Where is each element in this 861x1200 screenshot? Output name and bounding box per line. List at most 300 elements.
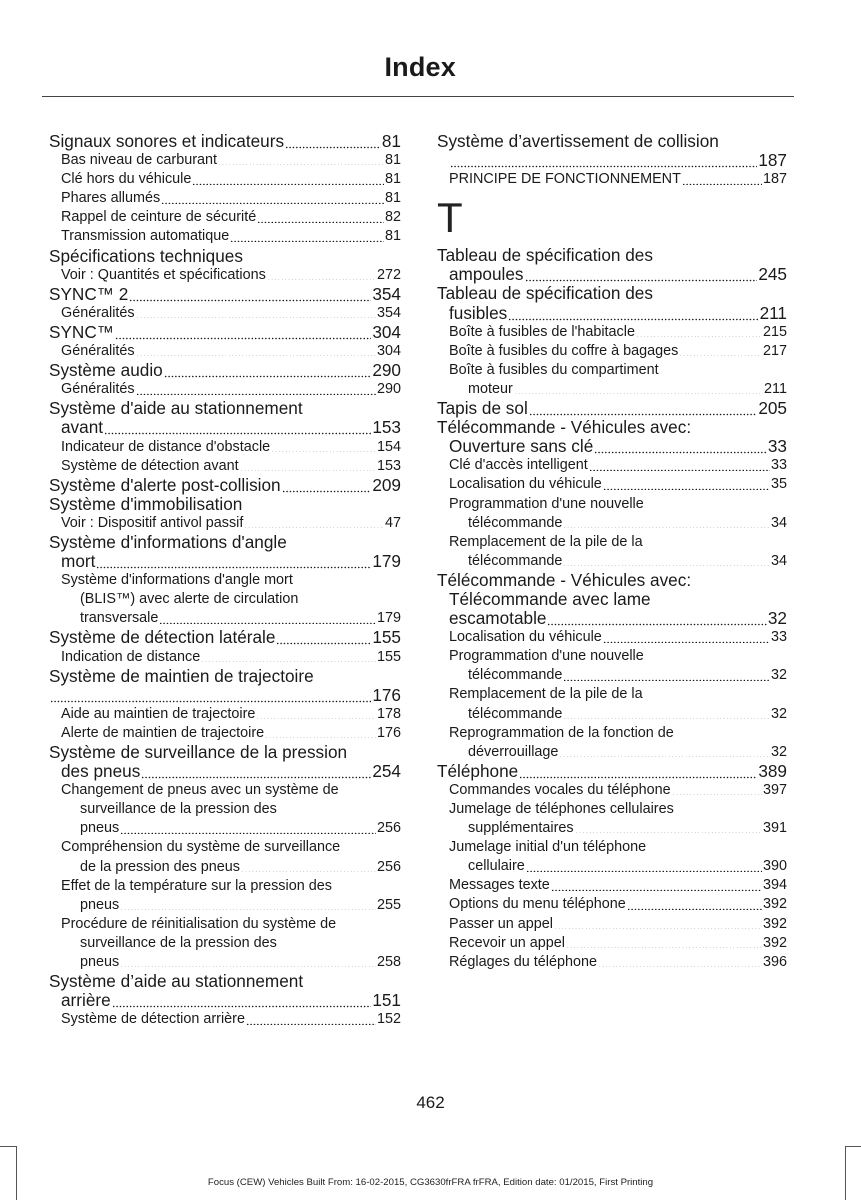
index-subentry [437,170,787,189]
dot-leader [192,170,384,184]
index-entry [49,533,401,552]
index-subentry [437,475,787,494]
index-subentry [437,781,787,800]
entry-text: Rappel de ceinture de sécurité [61,209,257,226]
index-column-right [437,132,787,972]
dot-leader [115,323,371,340]
entry-text: télécommande [468,514,563,531]
entry-page-number: 256 [376,820,401,837]
entry-text: Voir : Quantités et spécifications [61,266,266,283]
entry-page-number: 254 [372,761,401,782]
entry-page-number: 290 [376,381,401,398]
crop-mark [845,1146,861,1147]
index-entry [437,437,787,456]
entry-page-number: 209 [372,474,401,495]
entry-text: télécommande [468,705,563,722]
entry-page-number: 153 [372,417,401,438]
entry-text: supplémentaires [468,820,574,837]
index-subentry [437,342,787,361]
index-subentry [49,208,401,227]
entry-page-number: 255 [376,896,401,913]
dot-leader [285,132,381,149]
index-subentry [49,609,401,628]
section-letter: T [437,194,463,242]
dot-leader [603,475,770,489]
index-entry [49,247,401,266]
index-entry [49,476,401,495]
entry-text: Transmission automatique [61,228,230,245]
index-subentry [49,781,401,800]
crop-mark [16,1146,17,1200]
crop-mark [0,1146,16,1147]
entry-text: Système audio [49,360,163,381]
index-subentry [437,456,787,475]
index-subentry [49,380,401,399]
entry-page-number: 354 [372,283,401,304]
dot-leader [508,304,758,321]
entry-text: SYNC™ [49,321,114,342]
entry-page-number: 256 [376,858,401,875]
entry-text: SYNC™ 2 [49,283,129,304]
index-subentry [49,304,401,323]
entry-text: avant [61,417,104,438]
index-subentry [437,915,787,934]
dot-leader [525,265,758,282]
entry-text: Signaux sonores et indicateurs [49,131,285,151]
entry-text: Commandes vocales du téléphone [449,781,671,798]
entry-text: Spécifications techniques [49,245,243,266]
index-subentry [49,189,401,208]
dot-leader [603,628,770,642]
entry-page-number: 179 [372,551,401,572]
index-entry [437,132,787,151]
entry-page-number: 392 [762,934,787,951]
index-entry [49,628,401,647]
index-subentry [49,1010,401,1029]
entry-page-number: 272 [376,266,401,283]
dot-leader [559,743,770,757]
index-entry [437,590,787,609]
entry-page-number: 389 [758,760,787,781]
entry-text: Télécommande avec lame [449,588,651,609]
footer-text: Focus (CEW) Vehicles Built From: 16-02-2015, CG3630frFRA frFRA, Edition date: 01/2015, First Printing [207,1177,654,1188]
entry-text: Changement de pneus avec un système de [61,782,339,799]
index-subentry [49,877,401,896]
index-subentry [437,514,787,533]
entry-page-number: 392 [762,915,787,932]
dot-leader [267,266,376,280]
entry-text: déverrouillage [468,743,559,760]
index-entry [49,323,401,342]
dot-leader [257,208,384,222]
entry-text: Système de maintien de trajectoire [49,665,314,686]
entry-page-number: 33 [770,457,787,474]
index-entry [49,361,401,380]
entry-text: Système d’aide au stationnement [49,971,304,992]
entry-text: Boîte à fusibles du compartiment [449,361,659,378]
entry-text: Système d'immobilisation [49,493,243,514]
index-subentry [49,457,401,476]
entry-page-number: 151 [372,990,401,1011]
dot-leader [563,552,770,566]
entry-page-number: 34 [770,514,787,531]
dot-leader [526,857,762,871]
entry-text: Télécommande - Véhicules avec: [437,417,692,438]
index-subentry [49,590,401,609]
entry-page-number: 33 [770,629,787,646]
index-subentry [437,323,787,342]
index-entry [49,132,401,151]
entry-page-number: 47 [384,514,401,531]
entry-text: Phares allumés [61,190,161,207]
index-subentry [49,705,401,724]
entry-text: Programmation d'une nouvelle [449,495,644,512]
index-subentry [437,819,787,838]
entry-page-number: 32 [770,743,787,760]
entry-text: Localisation du véhicule [449,629,602,646]
index-subentry [437,380,787,399]
index-entry [49,686,401,705]
entry-page-number: 33 [767,436,787,457]
index-entry [437,609,787,628]
index-subentry [49,571,401,590]
entry-page-number: 211 [759,302,787,323]
entry-text: Remplacement de la pile de la [449,533,643,550]
dot-leader [136,342,376,356]
index-subentry [49,170,401,189]
entry-text: surveillance de la pression des [80,801,277,818]
entry-page-number: 290 [372,360,401,381]
page-title: Index [384,52,456,82]
dot-leader [265,724,376,738]
index-subentry [437,666,787,685]
entry-text: arrière [61,990,111,1011]
dot-leader [50,686,371,703]
index-subentry [437,895,787,914]
dot-leader [519,762,757,779]
index-subentry [49,438,401,457]
entry-page-number: 35 [770,476,787,493]
entry-page-number: 34 [770,552,787,569]
entry-text: Effet de la température sur la pression des [61,877,332,894]
dot-leader [159,609,376,623]
entry-text: Boîte à fusibles de l'habitacle [449,323,635,340]
entry-page-number: 179 [376,610,401,627]
index-entry [49,762,401,781]
index-entry [437,418,787,437]
index-entry [437,151,787,170]
entry-text: Tableau de spécification des [437,245,653,266]
entry-text: Téléphone [437,760,519,781]
dot-leader [672,781,762,795]
dot-leader [112,991,372,1008]
entry-text: Programmation d'une nouvelle [449,648,644,665]
dot-leader [563,666,770,680]
entry-text: cellulaire [468,858,525,875]
index-subentry [49,342,401,361]
index-subentry [437,743,787,762]
entry-text: Généralités [61,381,135,398]
entry-page-number: 81 [384,190,401,207]
index-entry [49,667,401,686]
index-subentry [49,896,401,915]
dot-leader [120,896,376,910]
index-entry [437,399,787,418]
entry-text: Système d'informations d'angle [49,531,287,552]
dot-leader [627,895,762,909]
entry-text: Bas niveau de carburant [61,152,217,169]
entry-page-number: 394 [762,877,787,894]
dot-leader [563,705,770,719]
entry-text: Système d’avertissement de collision [437,131,719,151]
index-subentry [49,800,401,819]
entry-text: Localisation du véhicule [449,476,602,493]
index-column-left [49,132,401,1029]
entry-page-number: 81 [381,131,401,151]
index-subentry [49,819,401,838]
index-subentry [437,934,787,953]
dot-leader [141,762,371,779]
dot-leader [282,476,372,493]
entry-page-number: 205 [758,398,787,419]
entry-text: pneus [80,896,120,913]
entry-text: Système d'informations d'angle mort [61,572,293,589]
entry-page-number: 155 [372,627,401,648]
dot-leader [164,361,372,378]
entry-text: Système de détection arrière [61,1011,245,1028]
entry-page-number: 211 [764,380,787,397]
dot-leader [594,437,767,454]
entry-page-number: 176 [372,684,401,705]
dot-leader [598,953,762,967]
entry-text: des pneus [61,761,141,782]
entry-page-number: 178 [376,705,401,722]
index-subentry [437,953,787,972]
dot-leader [547,609,766,626]
dot-leader [566,934,762,948]
index-subentry [437,800,787,819]
entry-page-number: 153 [376,457,401,474]
index-subentry [49,266,401,285]
entry-page-number: 32 [770,705,787,722]
entry-text: Système de surveillance de la pression [49,742,348,762]
entry-text: surveillance de la pression des [80,934,277,951]
dot-leader [575,819,762,833]
page-number: 462 [416,1093,445,1112]
entry-page-number: 245 [758,264,787,285]
entry-page-number: 154 [376,438,401,455]
entry-page-number: 82 [384,209,401,226]
index-subentry [49,648,401,667]
entry-text: Système d'alerte post-collision [49,474,281,495]
index-subentry [49,724,401,743]
index-subentry [437,361,787,380]
dot-leader [161,189,384,203]
dot-leader [256,705,376,719]
dot-leader [514,380,763,394]
entry-text: Ouverture sans clé [449,436,594,457]
entry-page-number: 390 [762,858,787,875]
index-subentry [437,857,787,876]
entry-page-number: 32 [770,667,787,684]
dot-leader [136,380,376,394]
entry-text: Compréhension du système de surveillance [61,839,341,856]
index-subentry [49,514,401,533]
entry-text: Système d'aide au stationnement [49,398,303,419]
entry-page-number: 81 [384,171,401,188]
entry-text: Télécommande - Véhicules avec: [437,569,692,590]
entry-text: Généralités [61,304,135,321]
dot-leader [450,151,757,168]
index-subentry [437,705,787,724]
entry-page-number: 215 [762,323,787,340]
entry-page-number: 187 [758,150,787,171]
entry-page-number: 32 [767,608,787,629]
entry-text: PRINCIPE DE FONCTIONNEMENT [449,171,681,188]
entry-page-number: 152 [376,1011,401,1028]
entry-page-number: 81 [384,228,401,245]
entry-page-number: 155 [376,648,401,665]
entry-text: Reprogrammation de la fonction de [449,724,674,741]
index-subentry [437,533,787,552]
dot-leader [244,514,384,528]
dot-leader [529,399,758,416]
entry-text: Tapis de sol [437,398,528,419]
index-entry [49,418,401,437]
index-subentry [437,647,787,666]
entry-text: moteur [468,380,513,397]
entry-text: Passer un appel [449,915,554,932]
entry-text: Réglages du téléphone [449,953,598,970]
entry-text: Indicateur de distance d'obstacle [61,438,271,455]
entry-page-number: 176 [376,724,401,741]
index-subentry [437,876,787,895]
entry-text: Remplacement de la pile de la [449,686,643,703]
index-entry [437,246,787,265]
dot-leader [120,953,376,967]
entry-text: transversale [80,610,159,627]
entry-text: ampoules [449,264,524,285]
entry-text: Recevoir un appel [449,934,565,951]
entry-text: pneus [80,954,120,971]
dot-leader [120,819,376,833]
dot-leader [201,648,376,662]
entry-page-number: 258 [376,954,401,971]
entry-text: Clé hors du véhicule [61,171,192,188]
entry-text: fusibles [449,302,508,323]
index-entry [49,991,401,1010]
entry-page-number: 397 [762,781,787,798]
index-subentry [49,858,401,877]
entry-page-number: 187 [762,171,787,188]
dot-leader [636,323,762,337]
index-subentry [49,953,401,972]
entry-page-number: 217 [762,342,787,359]
entry-text: (BLIS™) avec alerte de circulation [80,591,299,608]
entry-page-number: 391 [762,820,787,837]
index-subentry [437,552,787,571]
entry-page-number: 304 [372,321,401,342]
dot-leader [589,456,770,470]
entry-text: de la pression des pneus [80,858,241,875]
entry-text: Messages texte [449,877,550,894]
entry-text: télécommande [468,667,563,684]
index-subentry [437,724,787,743]
entry-page-number: 81 [384,152,401,169]
title-divider [42,96,794,97]
entry-text: escamotable [449,608,547,629]
entry-text: Options du menu téléphone [449,896,626,913]
entry-page-number: 304 [376,343,401,360]
index-entry [49,552,401,571]
index-entry [437,571,787,590]
entry-text: Tableau de spécification des [437,283,653,304]
index-entry [49,399,401,418]
entry-text: Système de détection latérale [49,627,276,648]
dot-leader [679,342,762,356]
dot-leader [218,151,384,165]
index-entry [437,762,787,781]
dot-leader [682,170,762,184]
crop-mark [845,1146,846,1200]
index-entry [437,304,787,323]
entry-text: Procédure de réinitialisation du système de [61,915,337,932]
entry-text: Jumelage de téléphones cellulaires [449,801,674,817]
dot-leader [96,552,371,569]
index-entry [49,972,401,991]
index-subentry [49,915,401,934]
entry-page-number: 396 [762,953,787,970]
entry-text: Clé d'accès intelligent [449,457,588,474]
entry-text: Jumelage initial d'un téléphone [449,839,647,856]
entry-page-number: 354 [376,304,401,321]
dot-leader [554,915,762,929]
index-subentry [437,628,787,647]
entry-text: télécommande [468,552,563,569]
index-subentry [437,685,787,704]
dot-leader [271,438,376,452]
entry-text: Généralités [61,343,135,360]
index-subentry [49,838,401,857]
dot-leader [240,457,376,471]
entry-text: Indication de distance [61,648,201,665]
dot-leader [136,304,376,318]
index-entry [437,284,787,303]
entry-text: Système de détection avant [61,457,239,474]
dot-leader [551,876,762,890]
dot-leader [276,628,371,645]
dot-leader [563,514,770,528]
index-entry [49,743,401,762]
entry-text: Aide au maintien de trajectoire [61,705,256,722]
dot-leader [129,285,371,302]
index-subentry [49,151,401,170]
entry-text: Alerte de maintien de trajectoire [61,724,265,741]
index-subentry [49,227,401,246]
index-subentry [437,838,787,857]
entry-text: Boîte à fusibles du coffre à bagages [449,342,679,359]
index-subentry [49,934,401,953]
index-entry [437,265,787,284]
index-entry [49,285,401,304]
dot-leader [104,418,371,435]
index-entry [49,495,401,514]
entry-page-number: 392 [762,896,787,913]
entry-text: pneus [80,820,120,837]
dot-leader [241,858,376,872]
dot-leader [230,227,384,241]
entry-text: Voir : Dispositif antivol passif [61,514,244,531]
